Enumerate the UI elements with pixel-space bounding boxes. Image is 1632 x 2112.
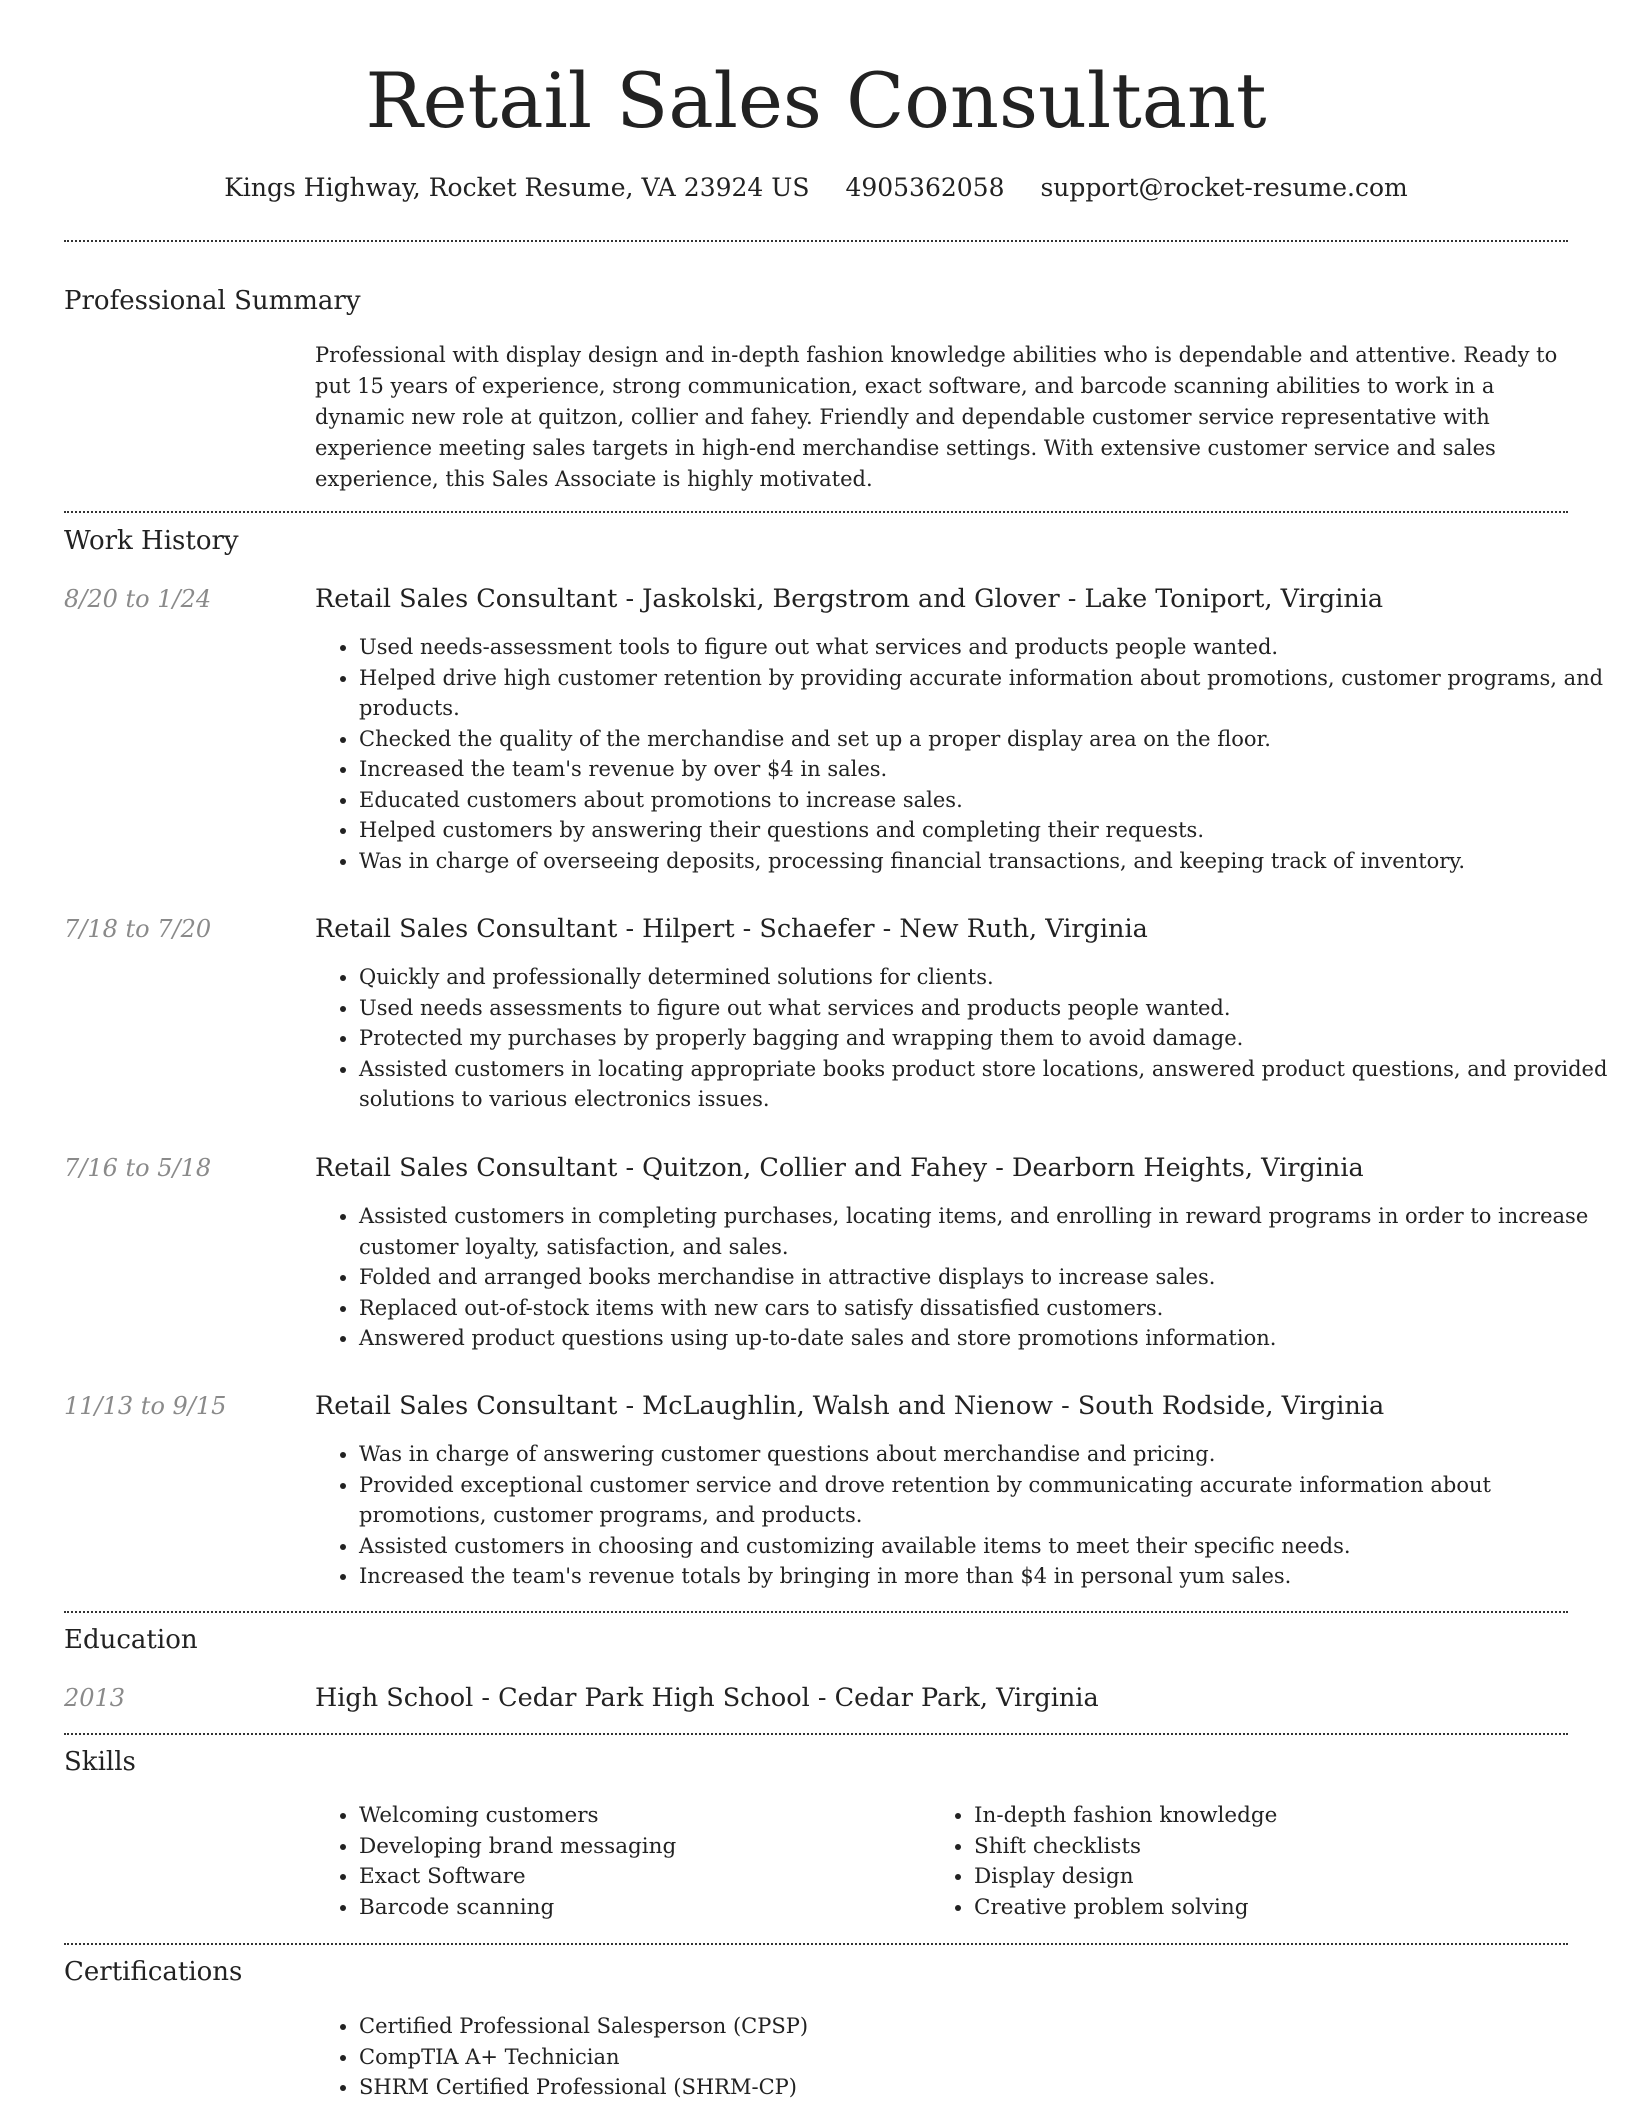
skills-list-left: [315, 1801, 919, 1923]
list-item: • Exact Software: [359, 1862, 919, 1893]
list-item: • CompTIA A+ Technician: [359, 2042, 1619, 2073]
skills-list-right: [930, 1801, 1594, 1923]
job-title: Retail Sales Consultant - Quitzon, Collier and Fahey - Dearborn Heights, Virginia: [315, 1153, 1364, 1183]
list-item: • Folded and arranged books merchandise in attractive displays to increase sales.: [359, 1262, 1619, 1293]
list-item: • Increased the team's revenue by over $4 in sales.: [359, 754, 1619, 785]
section-divider: [64, 240, 1568, 242]
list-item: • Increased the team's revenue totals by bringing in more than $4 in personal yum sales.: [359, 1561, 1619, 1592]
list-item: • Certified Professional Salesperson (CPSP): [359, 2011, 1619, 2042]
list-item: • Answered product questions using up-to-date sales and store promotions information.: [359, 1323, 1619, 1354]
list-item: • Provided exceptional customer service and drove retention by communicating accurate information about promotions, customer programs, and products.: [359, 1470, 1619, 1531]
list-item: • SHRM Certified Professional (SHRM-CP): [359, 2072, 1619, 2103]
job-dates: 7/18 to 7/20: [64, 915, 212, 943]
summary-heading: Professional Summary: [64, 286, 361, 316]
contact-line: [0, 168, 1632, 208]
job-title: Retail Sales Consultant - Hilpert - Schaefer - New Ruth, Virginia: [315, 914, 1148, 944]
list-item: • Quickly and professionally determined solutions for clients.: [359, 962, 1619, 993]
list-item: • Educated customers about promotions to increase sales.: [359, 785, 1619, 816]
job-bullets: [315, 962, 1619, 1115]
job-dates: 7/16 to 5/18: [64, 1154, 212, 1182]
list-item: • Assisted customers in completing purchases, locating items, and enrolling in reward programs in order to increase customer loyalty, satisfaction, and sales.: [359, 1201, 1619, 1262]
list-item: • Helped drive high customer retention by providing accurate information about promotions, customer programs, and products.: [359, 663, 1619, 724]
job-bullets: [315, 1201, 1619, 1354]
list-item: • In-depth fashion knowledge: [974, 1801, 1594, 1832]
list-item: • Helped customers by answering their questions and completing their requests.: [359, 815, 1619, 846]
work-history-heading: Work History: [64, 526, 239, 556]
list-item: • Used needs-assessment tools to figure out what services and products people wanted.: [359, 632, 1619, 663]
list-item: • Assisted customers in choosing and customizing available items to meet their specific needs.: [359, 1531, 1619, 1562]
list-item: • Checked the quality of the merchandise and set up a proper display area on the floor.: [359, 724, 1619, 755]
job-dates: 11/13 to 9/15: [64, 1392, 227, 1420]
list-item: • Display design: [974, 1862, 1594, 1893]
contact-email: support@rocket-resume.com: [1040, 173, 1408, 202]
section-divider: [64, 1733, 1568, 1735]
list-item: • Replaced out-of-stock items with new cars to satisfy dissatisfied customers.: [359, 1293, 1619, 1324]
skills-heading: Skills: [64, 1747, 136, 1777]
education-heading: Education: [64, 1625, 198, 1655]
section-divider: [64, 511, 1568, 513]
section-divider: [64, 1611, 1568, 1613]
list-item: • Assisted customers in locating appropriate books product store locations, answered product questions, and provided solutions to various electronics issues.: [359, 1054, 1619, 1115]
education-entry: High School - Cedar Park High School - Cedar Park, Virginia: [315, 1683, 1099, 1713]
list-item: • Welcoming customers: [359, 1801, 919, 1832]
certifications-list: [315, 2011, 1619, 2103]
job-dates: 8/20 to 1/24: [64, 585, 212, 613]
job-title: Retail Sales Consultant - McLaughlin, Walsh and Nienow - South Rodside, Virginia: [315, 1391, 1385, 1421]
list-item: • Was in charge of answering customer questions about merchandise and pricing.: [359, 1439, 1619, 1470]
contact-address: Kings Highway, Rocket Resume, VA 23924 US: [224, 173, 810, 202]
job-bullets: [315, 1439, 1619, 1592]
list-item: • Creative problem solving: [974, 1893, 1594, 1924]
list-item: • Shift checklists: [974, 1832, 1594, 1863]
job-title: Retail Sales Consultant - Jaskolski, Bergstrom and Glover - Lake Toniport, Virginia: [315, 584, 1384, 614]
summary-text: Professional with display design and in-depth fashion knowledge abilities who is dependable and attentive. Ready to put 15 years of experience, strong communication, exact software, and barcode scanning abilities to work in a dynamic new role at quitzon, collier and fahey. Friendly and dependable customer service representative with experience meeting sales targets in high-end merchandise settings. With extensive customer service and sales experience, this Sales Associate is highly motivated.: [315, 343, 1558, 491]
list-item: • Protected my purchases by properly bagging and wrapping them to avoid damage.: [359, 1023, 1619, 1054]
job-bullets: [315, 632, 1619, 876]
list-item: • Barcode scanning: [359, 1893, 919, 1924]
section-divider: [64, 1943, 1568, 1945]
contact-phone: 4905362058: [845, 173, 1005, 202]
list-item: • Used needs assessments to figure out what services and products people wanted.: [359, 993, 1619, 1024]
certifications-heading: Certifications: [64, 1957, 243, 1987]
resume-name: Retail Sales Consultant: [365, 56, 1267, 145]
education-year: 2013: [64, 1684, 126, 1712]
list-item: • Developing brand messaging: [359, 1832, 919, 1863]
list-item: • Was in charge of overseeing deposits, processing financial transactions, and keeping track of inventory.: [359, 846, 1619, 877]
